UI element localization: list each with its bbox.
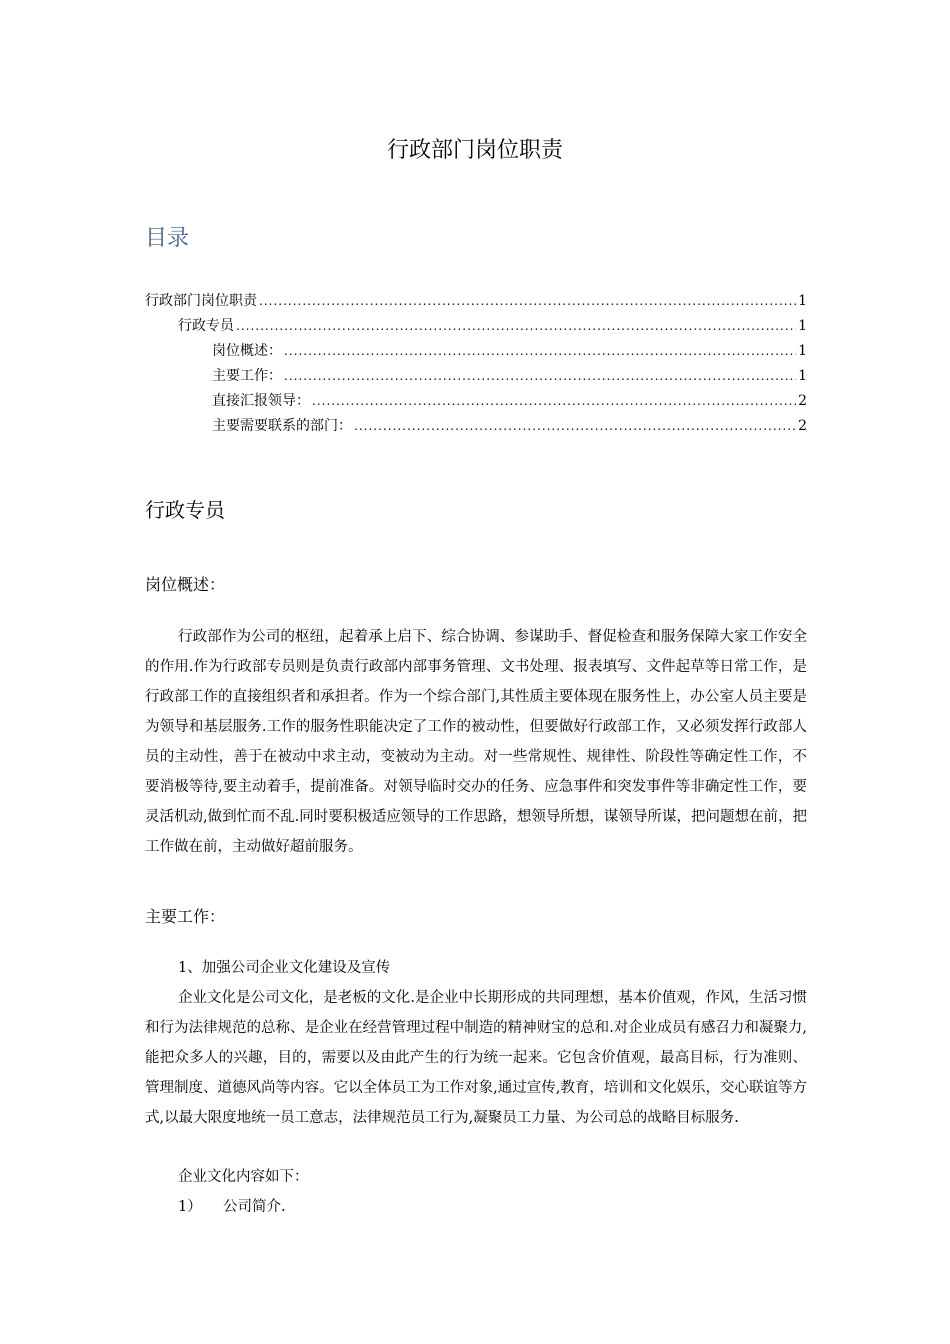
toc-entry-page: 2: [798, 418, 807, 434]
toc-heading: 目录: [145, 226, 190, 251]
list-item-text: 公司简介.: [222, 1199, 286, 1215]
toc-leader-dots: [312, 389, 796, 414]
table-of-contents: [145, 289, 807, 439]
toc-leader-dots: [284, 339, 796, 364]
toc-entry-text: 行政专员: [178, 318, 234, 334]
culture-paragraph: 企业文化是公司文化，是老板的文化.是企业中长期形成的共同理想，基本价值观，作风，生活习惯和行为法律规范的总称、是企业在经营管理过程中制造的精神财宝的总和.对企业成员有感召力和凝聚力,能把众多人的兴趣，目的，需要以及由此产生的行为统一起来。它包含价值观，最高目标，行为准则、管理制度、道德风尚等内容。它以全体员工为工作对象,通过宣传,教育，培训和文化娱乐，交心联谊等方式,以最大限度地统一员工意志，法律规范员工行为,凝聚员工力量、为公司总的战略目标服务.: [145, 990, 807, 1126]
toc-entry-page: 1: [798, 293, 807, 309]
toc-entry-page: 1: [798, 318, 807, 334]
toc-leader-dots: [354, 414, 796, 439]
toc-entry[interactable]: [145, 414, 807, 439]
document-title: 行政部门岗位职责: [386, 138, 563, 163]
toc-entry[interactable]: [145, 339, 807, 364]
toc-entry-text: 主要工作：: [212, 368, 282, 384]
toc-entry[interactable]: [145, 314, 807, 339]
section-heading: 行政专员: [145, 498, 225, 522]
toc-leader-dots: [236, 314, 796, 339]
culture-list-item: [178, 1192, 286, 1222]
main-work-item-title: 1、加强公司企业文化建设及宣传: [178, 960, 391, 976]
toc-entry-page: 2: [798, 393, 807, 409]
toc-entry-text: 主要需要联系的部门：: [212, 418, 352, 434]
toc-entry[interactable]: [145, 389, 807, 414]
culture-content-intro: 企业文化内容如下：: [178, 1169, 309, 1185]
toc-entry-text: 岗位概述：: [212, 343, 282, 359]
overview-heading: 岗位概述：: [145, 575, 226, 594]
toc-entry-page: 1: [798, 368, 807, 384]
list-item-number: 1）: [178, 1199, 202, 1215]
toc-entry-text: 行政部门岗位职责: [145, 293, 257, 309]
toc-entry-page: 1: [798, 343, 807, 359]
toc-leader-dots: [284, 364, 796, 389]
overview-paragraph: 行政部作为公司的枢纽，起着承上启下、综合协调、参谋助手、督促检查和服务保障大家工作安全的作用.作为行政部专员则是负责行政部内部事务管理、文书处理、报表填写、文件起草等日常工作，是行政部工作的直接组织者和承担者。作为一个综合部门,其性质主要体现在服务性上，办公室人员主要是为领导和基层服务.工作的服务性职能决定了工作的被动性，但要做好行政部工作，又必须发挥行政部人员的主动性，善于在被动中求主动，变被动为主动。对一些常规性、规律性、阶段性等确定性工作，不要消极等待,要主动着手，提前准备。对领导临时交办的任务、应急事件和突发事件等非确定性工作，要灵活机动,做到忙而不乱.同时要积极适应领导的工作思路，想领导所想，谋领导所谋，把问题想在前，把工作做在前，主动做好超前服务。: [145, 629, 807, 855]
toc-entry[interactable]: [145, 364, 807, 389]
toc-leader-dots: [259, 289, 796, 314]
main-work-heading: 主要工作：: [145, 907, 226, 926]
toc-entry[interactable]: [145, 289, 807, 314]
toc-entry-text: 直接汇报领导：: [212, 393, 310, 409]
